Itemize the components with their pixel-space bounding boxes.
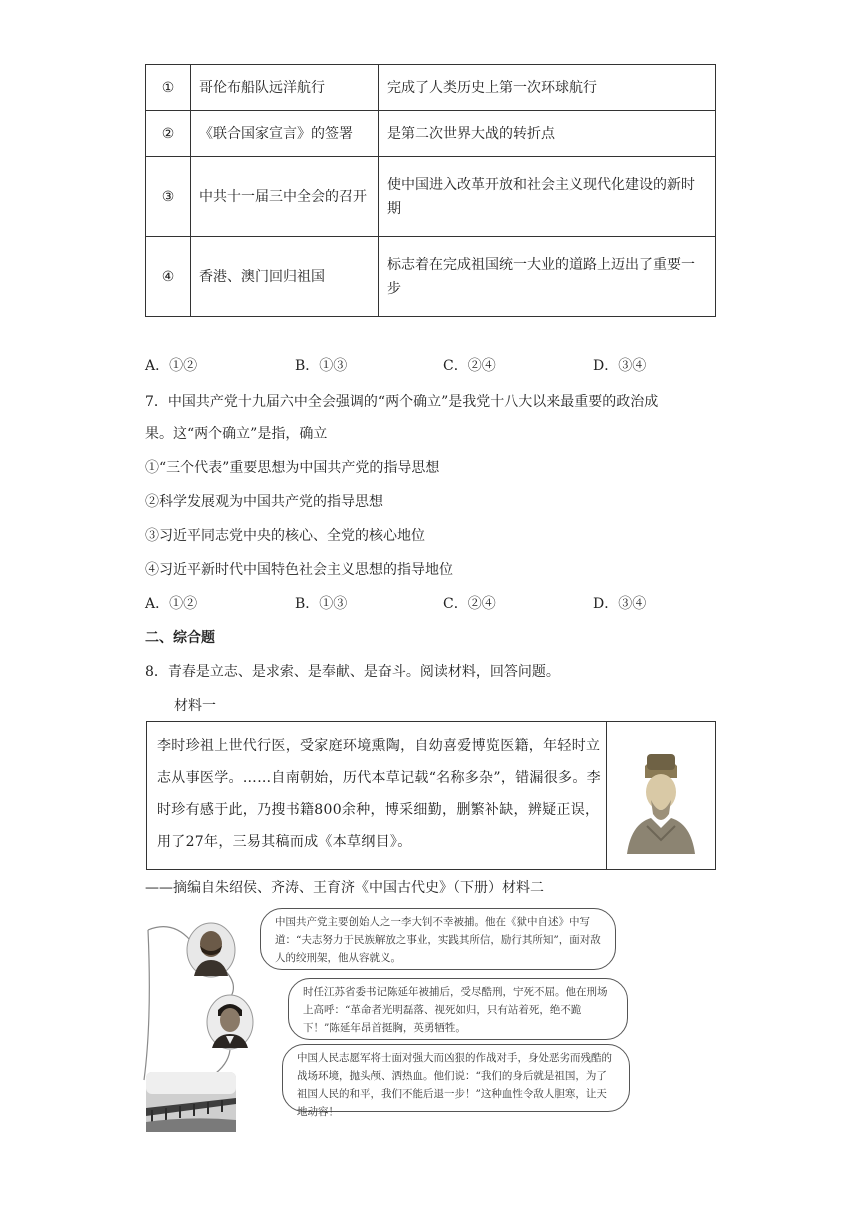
option-c[interactable]: C．②④ xyxy=(443,596,496,612)
speech-bubble-3: 中国人民志愿军将士面对强大而凶狠的作战对手，身处恶劣而残酷的战场环境，抛头颅、洒热血。他们说：“我们的身后就是祖国，为了祖国人民的和平，我们不能后退一步！”这种血性令敌人胆寒，让天地动容！ xyxy=(282,1044,630,1112)
material2-illustration xyxy=(142,900,642,1132)
material1-label: 材料一 xyxy=(174,698,216,714)
section-title: 二、综合题 xyxy=(145,630,215,646)
event-cell: 香港、澳门回归祖国 xyxy=(191,237,379,317)
meaning-cell: 标志着在完成祖国统一大业的道路上迈出了重要一步 xyxy=(379,237,716,317)
event-cell: 中共十一届三中全会的召开 xyxy=(191,157,379,237)
q7-item-4: ④习近平新时代中国特色社会主义思想的指导地位 xyxy=(145,562,453,578)
row-number: ① xyxy=(146,65,191,111)
meaning-cell: 使中国进入改革开放和社会主义现代化建设的新时期 xyxy=(379,157,716,237)
row-number: ④ xyxy=(146,237,191,317)
meaning-cell: 是第二次世界大战的转折点 xyxy=(379,111,716,157)
event-cell: 哥伦布船队远洋航行 xyxy=(191,65,379,111)
source-line: ——摘编自朱绍侯、齐涛、王育济《中国古代史》（下册）材料二 xyxy=(145,880,544,896)
q8-stem: 8．青春是立志、是求索、是奉献、是奋斗。阅读材料，回答问题。 xyxy=(145,664,560,680)
q7-item-2: ②科学发展观为中国共产党的指导思想 xyxy=(145,494,383,510)
q7-options xyxy=(145,594,745,614)
option-d[interactable]: D．③④ xyxy=(593,358,647,374)
table-row xyxy=(146,111,716,157)
chen-yannian-portrait-image xyxy=(206,994,254,1050)
option-b[interactable]: B．①③ xyxy=(295,596,348,612)
option-d[interactable]: D．③④ xyxy=(593,596,647,612)
table-row xyxy=(146,157,716,237)
q7-stem-line1: 7．中国共产党十九届六中全会强调的“两个确立”是我党十八大以来最重要的政治成 xyxy=(145,394,659,410)
table-row xyxy=(146,65,716,111)
option-c[interactable]: C．②④ xyxy=(443,358,496,374)
bridge-photo-image xyxy=(146,1072,236,1132)
option-b[interactable]: B．①③ xyxy=(295,358,348,374)
q7-stem-line2: 果。这“两个确立”是指，确立 xyxy=(145,426,328,442)
li-dazhao-portrait-image xyxy=(186,922,236,978)
option-a[interactable]: A．①② xyxy=(145,358,198,374)
speech-bubble-2: 时任江苏省委书记陈延年被捕后，受尽酷刑，宁死不屈。他在刑场上高呼：“革命者光明磊落、视死如归，只有站着死，绝不跪下！”陈延年昂首挺胸，英勇牺牲。 xyxy=(288,978,628,1040)
events-table xyxy=(145,64,716,317)
material1-box xyxy=(146,721,716,870)
li-shizhen-portrait-image xyxy=(617,736,705,854)
divider xyxy=(606,722,607,869)
row-number: ② xyxy=(146,111,191,157)
material1-text: 李时珍祖上世代行医，受家庭环境熏陶，自幼喜爱博览医籍，年轻时立志从事医学。……自南朝始，历代本草记载“名称多杂”，错漏很多。李时珍有感于此，乃搜书籍800余种，博采细勤，删繁补缺，辨疑正误，用了27年，三易其稿而成《本草纲目》。 xyxy=(157,738,601,850)
meaning-cell: 完成了人类历史上第一次环球航行 xyxy=(379,65,716,111)
event-cell: 《联合国家宣言》的签署 xyxy=(191,111,379,157)
q6-options xyxy=(145,356,745,376)
q7-item-3: ③习近平同志党中央的核心、全党的核心地位 xyxy=(145,528,425,544)
table-row xyxy=(146,237,716,317)
speech-bubble-1: 中国共产党主要创始人之一李大钊不幸被捕。他在《狱中自述》中写道：“夫志努力于民族解放之事业，实践其所信，励行其所知”，面对敌人的绞刑架，他从容就义。 xyxy=(260,908,616,970)
row-number: ③ xyxy=(146,157,191,237)
q7-item-1: ①“三个代表”重要思想为中国共产党的指导思想 xyxy=(145,460,440,476)
option-a[interactable]: A．①② xyxy=(145,596,198,612)
